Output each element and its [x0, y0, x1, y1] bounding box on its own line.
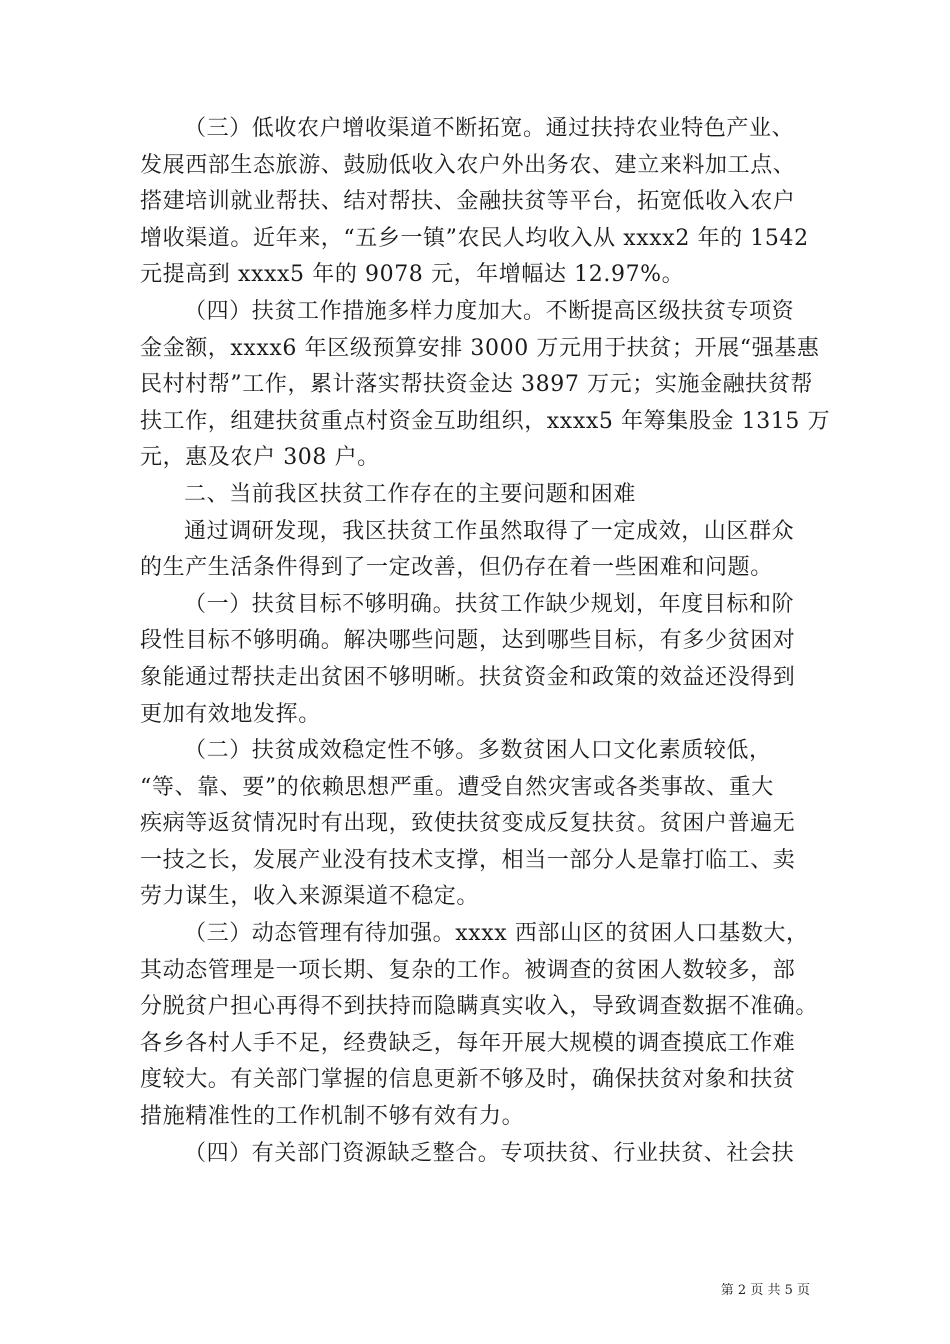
paragraph-unstable-results [140, 733, 810, 916]
page-number-label: 第 2 页 共 5 页 [720, 1283, 810, 1298]
text-line: （二）扶贫成效稳定性不够。多数贫困人口文化素质较低， [184, 738, 772, 764]
text-line: 民村村帮”工作，累计落实帮扶资金达 3897 万元；实施金融扶贫帮 [140, 372, 814, 398]
text-line: 扶工作，组建扶贫重点村资金互助组织，xxxx5 年筹集股金 1315 万 [140, 408, 831, 434]
section-heading-problems [140, 477, 810, 514]
paragraph-resource-integration [140, 1136, 810, 1173]
text-line: （三）动态管理有待加强。xxxx 西部山区的贫困人口基数大， [184, 921, 809, 947]
text-line: （四）有关部门资源缺乏整合。专项扶贫、行业扶贫、社会扶 [184, 1140, 795, 1166]
text-line: 增收渠道。近年来，“五乡一镇”农民人均收入从 xxxx2 年的 1542 [140, 225, 809, 251]
paragraph-poverty-measures [140, 294, 831, 477]
text-line: 元，惠及农户 308 户。 [140, 445, 380, 471]
paragraph-research-findings [140, 514, 810, 587]
document-body [140, 111, 831, 1172]
text-line: 段性目标不够明确。解决哪些问题，达到哪些目标，有多少贫困对 [140, 628, 796, 654]
text-line: 劳力谋生，收入来源渠道不稳定。 [140, 884, 480, 910]
text-line: （三）低收农户增收渠道不断拓宽。通过扶持农业特色产业、 [184, 116, 795, 141]
text-line: 分脱贫户担心再得不到扶持而隐瞒真实收入，导致调查数据不准确。 [140, 994, 819, 1020]
paragraph-low-income-channels [140, 111, 810, 294]
text-line: 各乡各村人手不足，经费缺乏，每年开展大规模的调查摸底工作难 [140, 1030, 796, 1056]
text-line: 发展西部生态旅游、鼓励低收入农户外出务农、建立来料加工点、 [140, 152, 796, 178]
text-line: 搭建培训就业帮扶、结对帮扶、金融扶贫等平台，拓宽低收入农户 [140, 189, 796, 215]
text-line: 二、当前我区扶贫工作存在的主要问题和困难 [184, 481, 637, 507]
text-line: 更加有效地发挥。 [140, 701, 321, 727]
paragraph-unclear-goals [140, 587, 810, 733]
page-number-footer [700, 1279, 810, 1298]
paragraph-dynamic-management [140, 916, 819, 1136]
text-line: 一技之长，发展产业没有技术支撑，相当一部分人是靠打临工、卖 [140, 847, 796, 873]
text-line: （一）扶贫目标不够明确。扶贫工作缺少规划，年度目标和阶 [184, 591, 795, 617]
text-line: 疾病等返贫情况时有出现，致使扶贫变成反复扶贫。贫困户普遍无 [140, 811, 796, 837]
text-line: 其动态管理是一项长期、复杂的工作。被调查的贫困人数较多，部 [140, 957, 796, 983]
text-line: 措施精准性的工作机制不够有效有力。 [140, 1104, 525, 1130]
text-line: （四）扶贫工作措施多样力度加大。不断提高区级扶贫专项资 [184, 298, 795, 324]
text-line: 象能通过帮扶走出贫困不够明晰。扶贫资金和政策的效益还没得到 [140, 664, 796, 690]
text-line: 通过调研发现，我区扶贫工作虽然取得了一定成效，山区群众 [184, 518, 795, 544]
text-line: 金金额，xxxx6 年区级预算安排 3000 万元用于扶贫；开展“强基惠 [140, 335, 820, 361]
text-line: 元提高到 xxxx5 年的 9078 元，年增幅达 12.97%。 [140, 262, 685, 288]
text-line: 度较大。有关部门掌握的信息更新不够及时，确保扶贫对象和扶贫 [140, 1067, 796, 1093]
text-line: 的生产生活条件得到了一定改善，但仍存在着一些困难和问题。 [140, 555, 773, 581]
text-line: “等、靠、要”的依赖思想严重。遭受自然灾害或各类事故、重大 [140, 774, 774, 800]
